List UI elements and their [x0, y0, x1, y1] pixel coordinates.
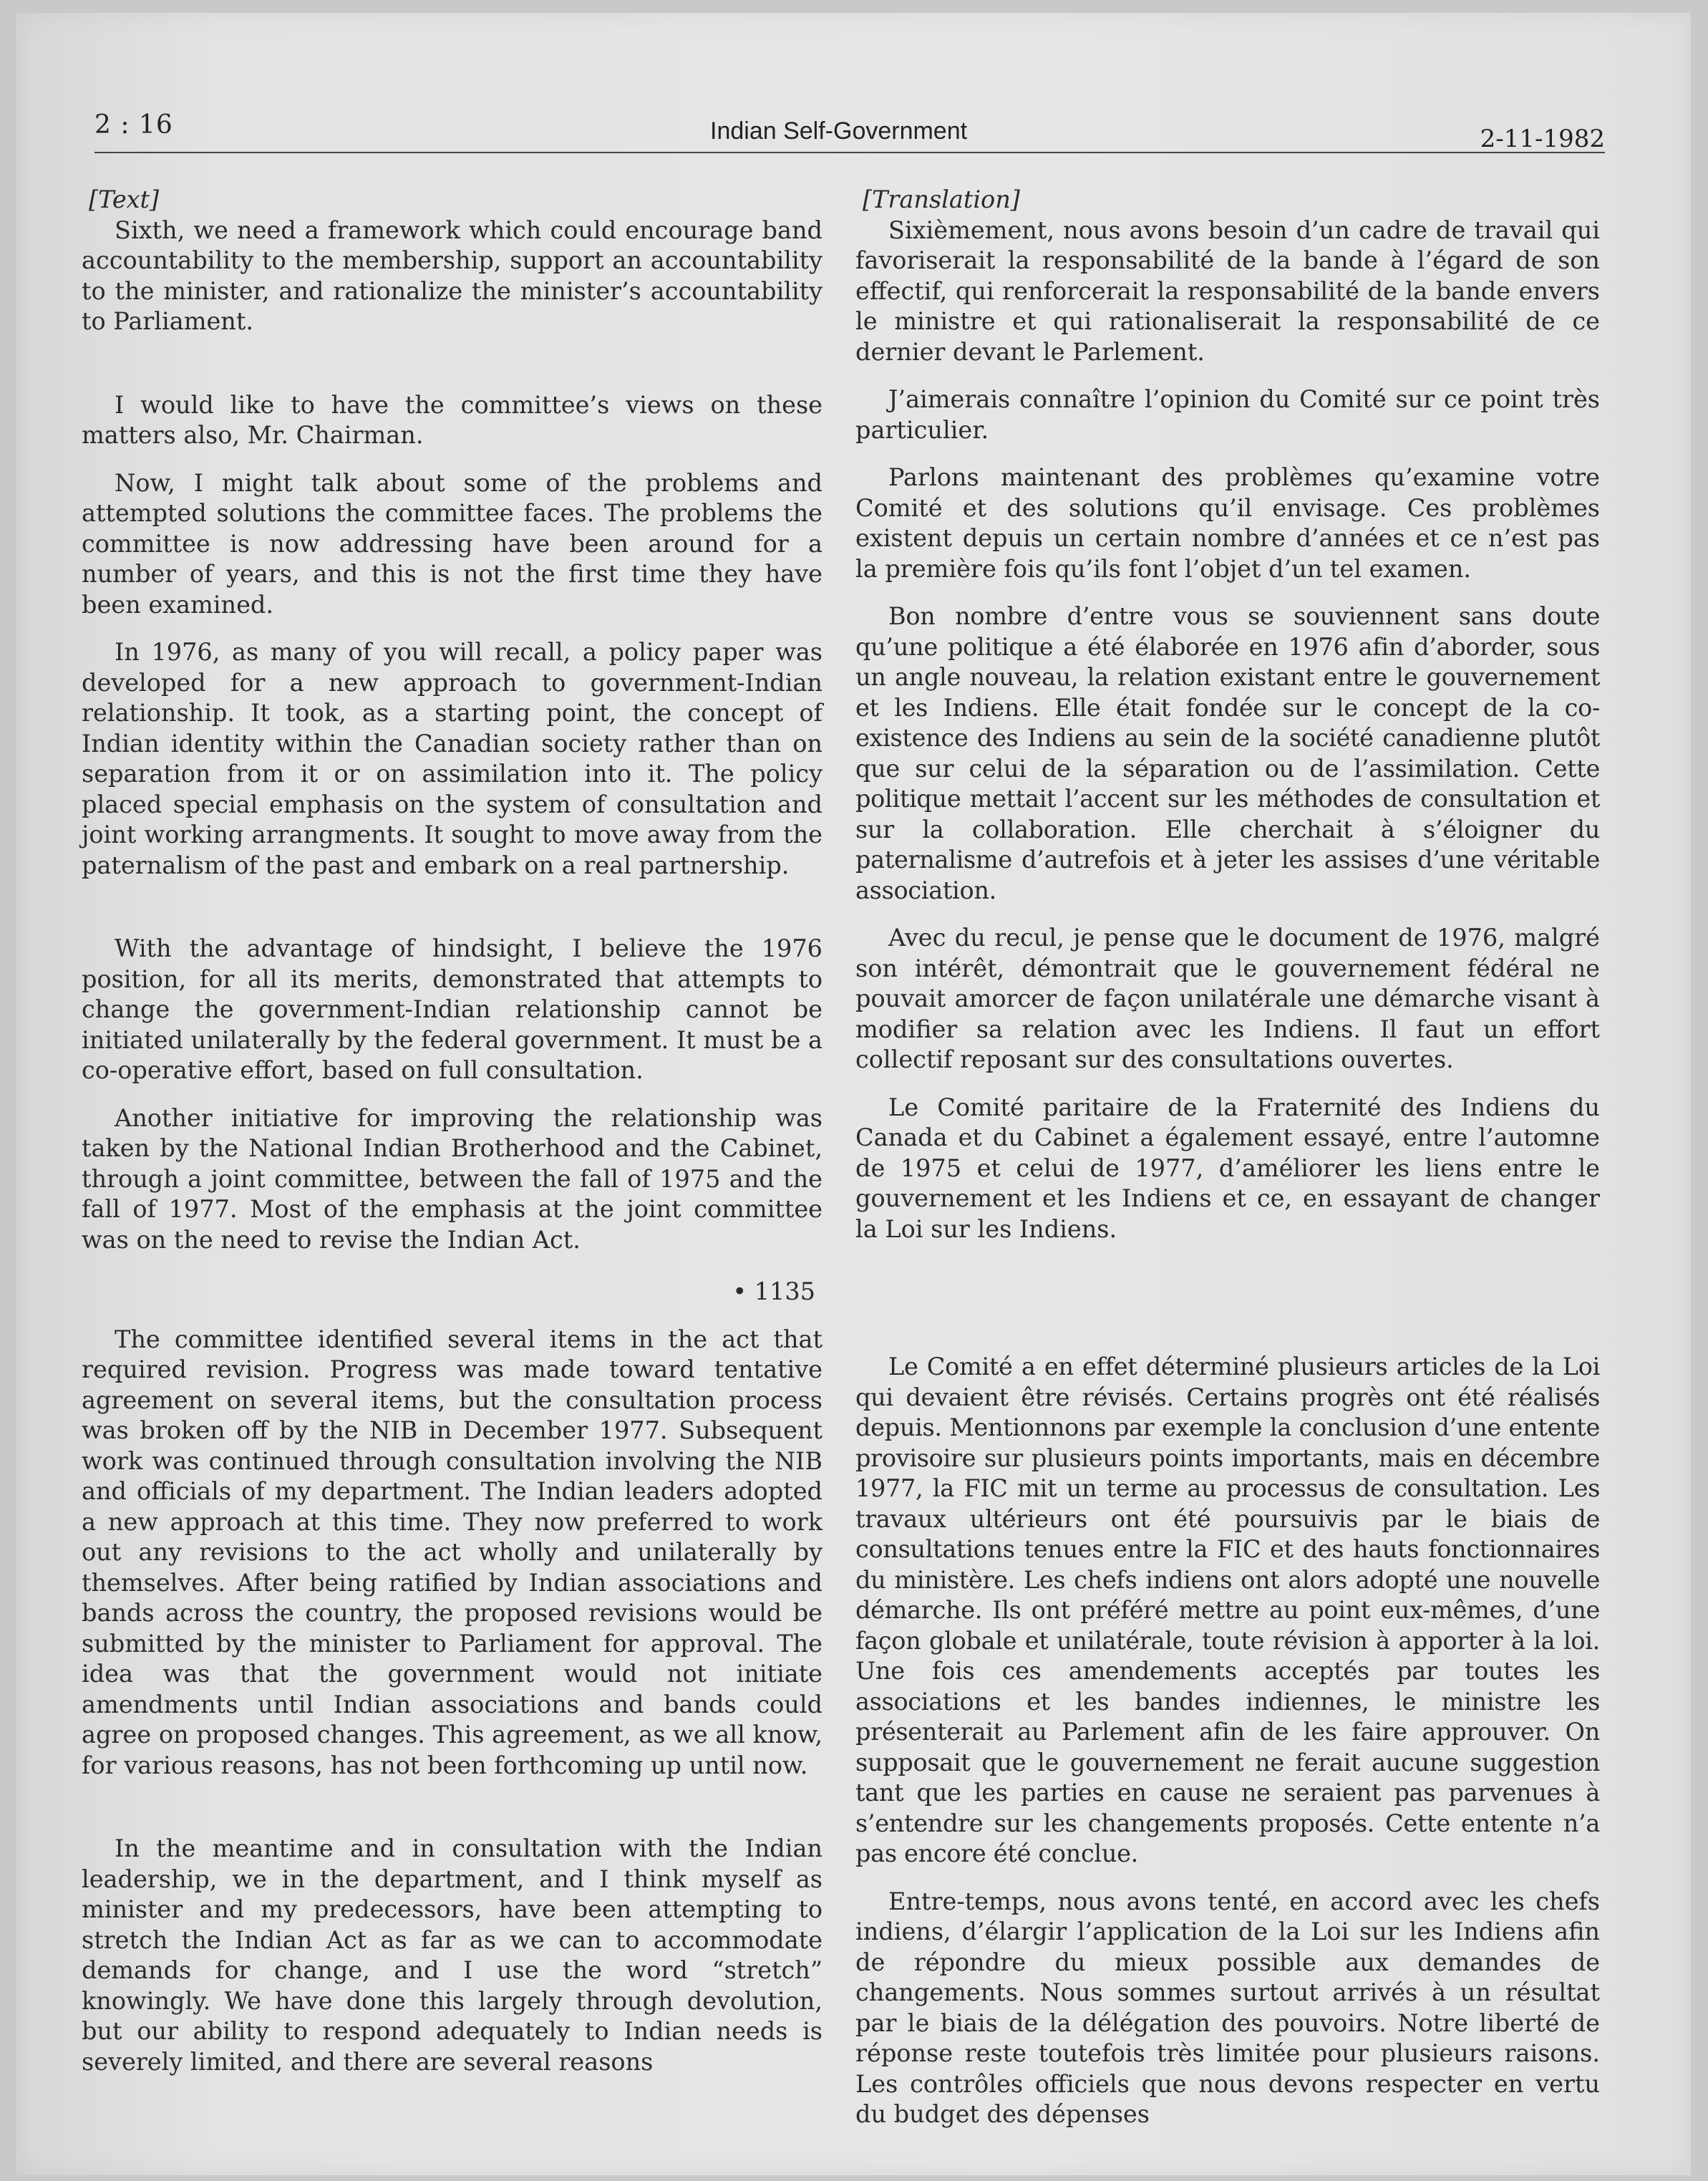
paragraph: J’aimerais connaître l’opinion du Comité sur ce point très particulier. [855, 385, 1600, 444]
paragraph: I would like to have the committee’s views on these matters also, Mr. Chairman. [82, 390, 823, 449]
paragraph: Le Comité a en effet déterminé plusieurs articles de la Loi qui devaient être révisés. Certains progrès ont été réalisés depuis. Mentionnons par exemple la conclusion d’une entente provisoire sur plusieurs points importants, mais en décembre 1977, la FIC mit un terme au processus de consultation. Les travaux ultérieurs ont été poursuivis par le biais de consultations tenues entre la FIC et des hauts fonctionnaires du ministère. Les chefs indiens ont alors adopté une nouvelle démarche. Ils ont préféré mettre au point eux-mêmes, d’une façon globale et unilatérale, toute révision à apporter à la loi. Une fois ces amendements acceptés par toutes les associations et les bandes indiennes, le ministre les présenterait au Parlement afin de les faire approuver. On supposait que le gouvernement ne ferait aucune suggestion tant que les parties en cause ne seraient pas parvenues à s’entendre sur les changements proposés. Cette entente n’a pas encore été conclue. [855, 1353, 1600, 1867]
header-date: 2-11-1982 [1480, 125, 1605, 153]
document-page [16, 13, 1691, 2175]
paragraph: The committee identified several items in the act that required revision. Progress was made toward tentative agreement on several items, but the consultation process was broken off by the NIB in December 1977. Subsequent work was continued through consultation involving the NIB and officials of my department. The Indian leaders adopted a new approach at this time. They now preferred to work out any revisions to the act wholly and unilaterally by themselves. After being ratified by Indian associations and bands across the country, the proposed revisions would be submitted by the minister to Parliament for approval. The idea was that the government would not initiate amendments until Indian associations and bands could agree on proposed changes. This agreement, as we all know, for various reasons, has not been forthcoming up until now. [82, 1325, 823, 1779]
page-number: 2 : 16 [94, 110, 173, 140]
paragraph: In 1976, as many of you will recall, a policy paper was developed for a new approach to government-Indian relationship. It took, as a starting point, the concept of Indian identity within the Canadian society rather than on separation from it or on assimilation into it. The policy placed special emphasis on the system of consultation and joint working arrangments. It sought to move away from the paternalism of the past and embark on a real partnership. [82, 638, 823, 879]
paragraph: With the advantage of hindsight, I believe the 1976 position, for all its merits, demonstrated that attempts to change the government-Indian relationship cannot be initiated unilaterally by the federal government. It must be a co-operative effort, based on full consultation. [82, 934, 823, 1084]
paragraph: Avec du recul, je pense que le document de 1976, malgré son intérêt, démontrait que le gouvernement fédéral ne pouvait amorcer de façon unilatérale une démarche visant à modifier sa relation avec les Indiens. Il faut un effort collectif reposant sur des consultations ouvertes. [855, 924, 1600, 1073]
paragraph: Sixièmement, nous avons besoin d’un cadre de travail qui favoriserait la responsabilité de la bande à l’égard de son effectif, qui renforcerait la responsabilité de la bande envers le ministre et qui rationaliserait la responsabilité de ce dernier devant le Parlement. [855, 216, 1600, 366]
paragraph: Another initiative for improving the relationship was taken by the National Indian Brotherhood and the Cabinet, through a joint committee, between the fall of 1975 and the fall of 1977. Most of the emphasis at the joint committee was on the need to revise the Indian Act. [82, 1103, 823, 1254]
column-label: [Text] [89, 185, 160, 213]
page-header [94, 106, 1605, 153]
french-column [855, 185, 1600, 2130]
time-marker: • 1135 [732, 1277, 815, 1305]
english-column [82, 185, 823, 2077]
paragraph: Now, I might talk about some of the problems and attempted solutions the committee faces. The problems the committee is now addressing have been around for a number of years, and this is not the first time they have been examined. [82, 468, 823, 619]
paragraph: Entre-temps, nous avons tenté, en accord avec les chefs indiens, d’élargir l’application de la Loi sur les Indiens afin de répondre du mieux possible aux demandes de changements. Nous sommes surtout arrivés à un résultat par le biais de la délégation des pouvoirs. Notre liberté de réponse reste toutefois très limitée pour plusieurs raisons. Les contrôles officiels que nous devons respecter en vertu du budget des dépenses [855, 1887, 1600, 2128]
paragraph: In the meantime and in consultation with the Indian leadership, we in the department, and I think myself as minister and my predecessors, have been attempting to stretch the Indian Act as far as we can to accommodate demands for change, and I use the word “stretch” knowingly. We have done this largely through devolution, but our ability to respond adequately to Indian needs is severely limited, and there are several reasons [82, 1834, 823, 2076]
paragraph: Parlons maintenant des problèmes qu’examine votre Comité et des solutions qu’il envisage. Ces problèmes existent depuis un certain nombre d’années et ce n’est pas la première fois qu’ils font l’objet d’un tel examen. [855, 463, 1600, 583]
paragraph: Sixth, we need a framework which could encourage band accountability to the membership, support an accountability to the minister, and rationalize the minister’s accountability to Parliament. [82, 216, 823, 335]
paragraph: Bon nombre d’entre vous se souviennent sans doute qu’une politique a été élaborée en 1976 afin d’aborder, sous un angle nouveau, la relation existant entre le gouvernement et les Indiens. Elle était fondée sur le concept de la co-existence des Indiens au sein de la société canadienne plutôt que sur celui de la séparation ou de l’assimilation. Cette politique mettait l’accent sur les méthodes de consultation et sur la collaboration. Elle cherchait à s’éloigner du paternalisme d’autrefois et à jeter les assises d’une véritable association. [855, 602, 1600, 904]
paragraph: Le Comité paritaire de la Fraternité des Indiens du Canada et du Cabinet a également essayé, entre l’automne de 1975 et celui de 1977, d’améliorer les liens entre le gouvernement et les Indiens et ce, en essayant de changer la Loi sur les Indiens. [855, 1093, 1600, 1243]
column-label: [Translation] [863, 185, 1020, 213]
running-title: Indian Self-Government [710, 117, 968, 145]
